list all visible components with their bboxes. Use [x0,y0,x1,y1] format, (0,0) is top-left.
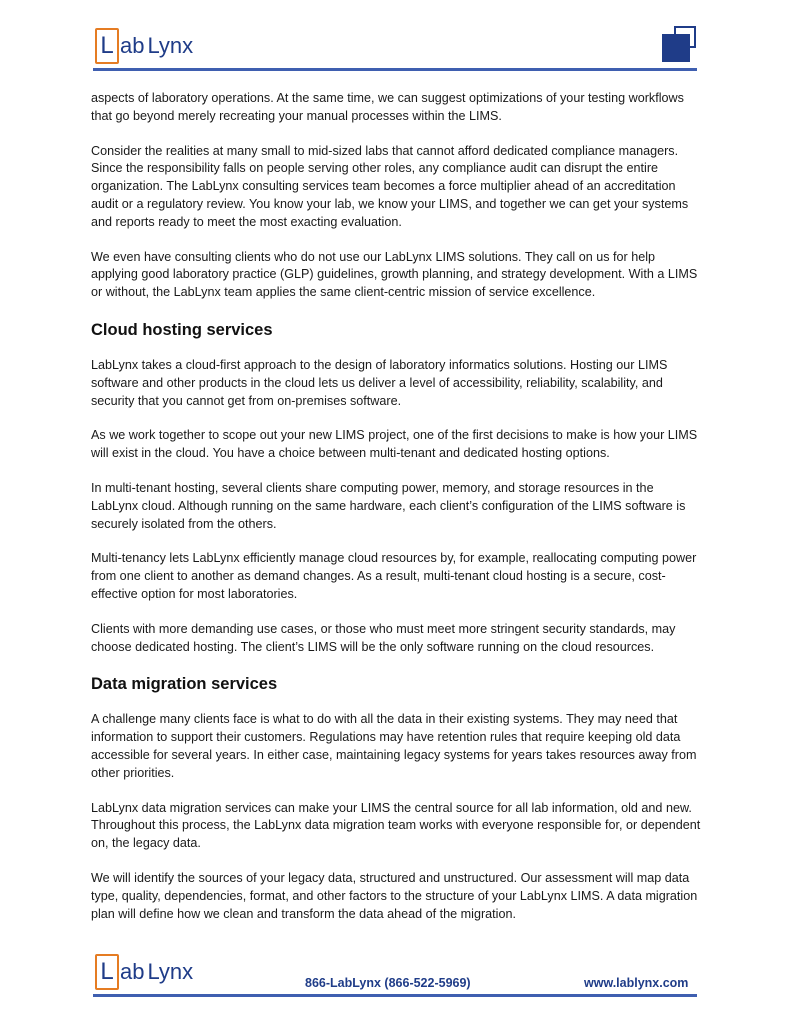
logo-ab-text: ab [120,959,145,984]
paragraph: Multi-tenancy lets LabLynx efficiently manage cloud resources by, for example, reallocating computing power from one client to another as demand changes. As a result, multi-tenant cloud hosting is a secure, cost-effective option for most laboratories. [91,551,697,601]
paragraph: aspects of laboratory operations. At the same time, we can suggest optimizations of your testing workflows that go beyond merely recreating your manual processes within the LIMS. [91,91,684,123]
section-heading-cloud-hosting: Cloud hosting services [91,320,273,339]
outline-square-shape [674,26,696,48]
logo-lynx-text: Lynx [147,959,194,984]
paragraph: We will identify the sources of your legacy data, structured and unstructured. Our assessment will map data type, quality, dependencies, format, and other factors to the structure of your LabLynx LIMS. A data migration plan will define how we clean and transform the data ahead of the migration. [91,870,698,921]
nested-squares-icon [662,26,698,64]
lablynx-logo [95,28,193,64]
paragraph: We even have consulting clients who do not use our LabLynx LIMS solutions. They call on us for help applying good laboratory practice (GLP) guidelines, growth planning, and strategy development. With a LIMS or without, the LabLynx team applies the same client-centric mission of service excellence. [91,249,698,300]
paragraph: LabLynx takes a cloud-first approach to the design of laboratory informatics solutions. Hosting our LIMS software and other products in the cloud lets us deliver a level of accessibility, reliability, scalability, and security that you cannot get from on-premises software. [91,357,668,408]
document-body [91,90,701,940]
logo-ab-text: ab [120,33,145,58]
footer-phone: 866-LabLynx (866-522-5969) [305,976,471,990]
paragraph: LabLynx data migration services can make your LIMS the central source for all lab information, old and new. Throughout this process, the LabLynx data migration team works with everyone responsible for, or dependent on, the legacy data. [91,800,701,851]
header-rule [93,68,697,71]
section-heading-data-migration: Data migration services [91,675,278,694]
footer-lablynx-logo [95,954,193,990]
logo-l-box: L [95,28,119,64]
logo-lynx-text: Lynx [147,33,194,58]
paragraph: A challenge many clients face is what to do with all the data in their existing systems. They may need that information to support their customers. Regulations may have retention rules that require keeping old data accessible for several years. In either case, maintaining legacy systems for years takes resources away from other priorities. [91,712,697,780]
logo-l-box: L [95,954,119,990]
paragraph: Clients with more demanding use cases, or those who must meet more stringent security standards, may choose dedicated hosting. The client’s LIMS will be the only software running on the cloud resources. [91,621,676,654]
paragraph: As we work together to scope out your new LIMS project, one of the first decisions to make is how your LIMS will exist in the cloud. You have a choice between multi-tenant and dedicated hosting options. [91,428,698,461]
paragraph: In multi-tenant hosting, several clients share computing power, memory, and storage resources in the LabLynx cloud. Although running on the same hardware, each client’s configuration of the LIMS software is securely isolated from the others. [91,480,686,531]
paragraph: Consider the realities at many small to mid-sized labs that cannot afford dedicated compliance managers. Since the responsibility falls on people serving other roles, any compliance audit can disrupt the entire organization. The LabLynx consulting services team becomes a force multiplier ahead of an accreditation audit or a regulatory review. You know your lab, we know your LIMS, and together we can get your systems and reports ready to meet the most exacting evaluation. [91,143,689,229]
footer-rule [93,994,697,997]
page-footer [0,950,800,1010]
page-header [0,0,800,72]
footer-website-link[interactable]: www.lablynx.com [584,976,689,990]
